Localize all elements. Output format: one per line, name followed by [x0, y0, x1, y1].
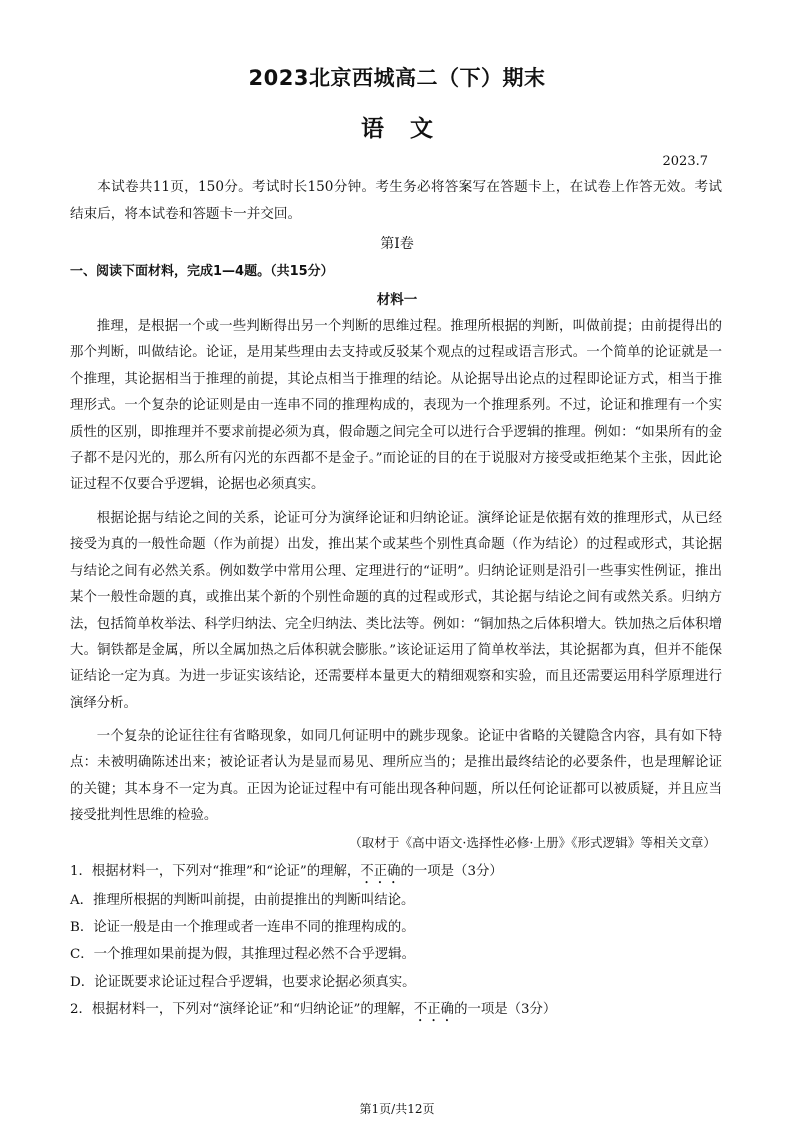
question-2	[70, 1000, 730, 1025]
question-1-suffix: 的一项是（3分）	[400, 864, 503, 879]
question-1-option-a: A．推理所根据的判断叫前提，由前提推出的判断叫结论。	[70, 893, 415, 908]
passage-paragraph-2: 根据论据与结论之间的关系，论证可分为演绎论证和归纳论证。演绎论证是依据有效的推理形式，从已经接受为真的一般性命题（作为前提）出发，推出某个或某些个别性真命题（作为结论）的过程或形式，其论据与结论之间有必然关系。例如数学中常用公理、定理进行的“证明”。归纳论证则是沿引一些事实性例证，推出某个一般性命题的真，或推出某个新的个别性命题的真的过程或形式，其论据与结论之间有或然关系。归纳方法，包括简单枚举法、科学归纳法、完全归纳法、类比法等。例如：“铜加热之后体积增大。铁加热之后体积增大。铜铁都是金属，所以全属加热之后体积就会膨胀。”该论证运用了简单枚举法，其论据都为真，但并不能保证结论一定为真。为进一步证实该结论，还需要样本量更大的精细观察和实验，而且还需要运用科学原理进行演绎分析。	[70, 511, 722, 711]
passage-paragraph-3: 一个复杂的论证往往有省略现象，如同几何证明中的跳步现象。论证中省略的关键隐含内容，具有如下特点：未被明确陈述出来；被论证者认为是显而易见、理所应当的；是推出最终结论的必要条件，也是理解论证的关键；其本身不一定为真。正因为论证过程中有可能出现各种问题，所以任何论证都可以被质疑，并且应当接受批判性思维的检验。	[70, 729, 722, 824]
question-1-option-b: B．论证一般是由一个推理或者一连串不同的推理构成的。	[70, 920, 415, 935]
exam-title: 2023北京西城高二（下）期末	[248, 66, 546, 90]
question-2-suffix: 的一项是（3分）	[454, 1002, 557, 1017]
passage-paragraph-1: 推理，是根据一个或一些判断得出另一个判断的思维过程。推理所根据的判断，叫做前提；由前提得出的那个判断，叫做结论。论证，是用某些理由去支持或反驳某个观点的过程或语言形式。一个简单的论证就是一个推理，其论据相当于推理的前提，其论点相当于推理的结论。从论据导出论点的过程即论证方式，相当于推理形式。一个复杂的论证则是由一连串不同的推理构成的，表现为一个推理系列。不过，论证和推理有一个实质性的区别，即推理并不要求前提必须为真，假命题之间完全可以进行合乎逻辑的推理。例如：“如果所有的金子都不是闪光的，那么所有闪光的东西都不是金子。”而论证的目的在于说服对方接受或拒绝某个主张，因此论证过程不仅要合乎逻辑，论据也必须真实。	[70, 319, 722, 493]
page-footer: 第1页/共12页	[359, 1102, 435, 1116]
question-1	[70, 862, 730, 887]
question-1-option-d: D．论证既要求论证过程合乎逻辑，也要求论据必须真实。	[70, 975, 416, 990]
source-citation: （取材于《高中语文·选择性必修·上册》《形式逻辑》等相关文章）	[349, 835, 716, 850]
question-1-emphasis: 不正确	[360, 864, 401, 879]
question-2-prefix: 2．根据材料一，下列对“演绎论证”和“归纳论证”的理解，	[70, 1002, 414, 1017]
question-2-emphasis: 不正确	[413, 1002, 455, 1017]
part1-heading: 一、阅读下面材料，完成1—4题。（共15分）	[70, 264, 334, 279]
subject-title: 语文	[361, 116, 459, 142]
material-title: 材料一	[376, 292, 418, 308]
question-1-option-c: C．一个推理如果前提为假，其推理过程必然不合乎逻辑。	[70, 947, 416, 962]
exam-date: 2023.7	[662, 154, 708, 169]
question-1-prefix: 1．根据材料一，下列对“推理”和“论证”的理解，	[70, 864, 361, 879]
instructions: 本试卷共11页，150分。考试时长150分钟。考生务必将答案写在答题卡上，在试卷上作答无效。考试结束后，将本试卷和答题卡一并交回。	[70, 179, 722, 222]
section-title: 第Ⅰ卷	[380, 236, 414, 252]
